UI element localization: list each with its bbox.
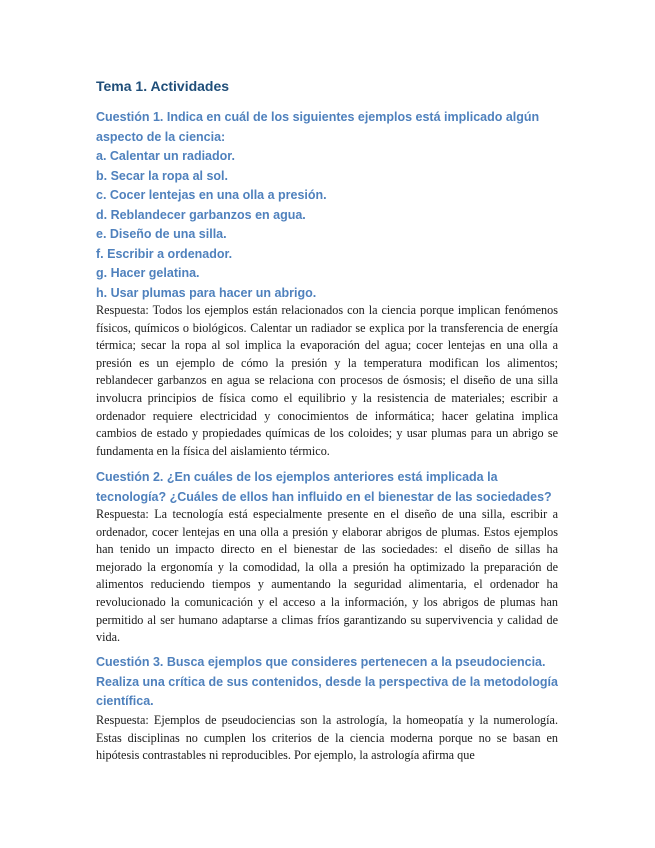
answer-3: Respuesta: Ejemplos de pseudociencias son la astrología, la homeopatía y la numerología. Estas disciplinas no cumplen los criterios de la ciencia moderna porque no se basan en hipótesis contrastables ni reproducibles. Por ejemplo, la astrología afirma que <box>96 713 558 763</box>
list-item: c. Cocer lentejas en una olla a presión. <box>96 188 327 202</box>
list-item: e. Diseño de una silla. <box>96 227 227 241</box>
list-item: a. Calentar un radiador. <box>96 149 235 163</box>
answer-1: Respuesta: Todos los ejemplos están relacionados con la ciencia porque implican fenómenos físicos, químicos o biológicos. Calentar un radiador se explica por la transferencia de energía térmica; secar la ropa al sol implica la evaporación del agua; cocer lentejas en una olla a presión es un ejemplo de cómo la presión y la temperatura modifican los alimentos; reblandecer garbanzos en agua se relaciona con procesos de ósmosis; el diseño de una silla involucra principios de física como el equilibrio y la resistencia de materiales; escribir a ordenador requiere electricidad y conocimientos de informática; hacer gelatina implica cambios de estado y propiedades químicas de los coloides; y usar plumas para un abrigo se fundamenta en la física del aislamiento térmico. <box>96 303 558 458</box>
list-item: b. Secar la ropa al sol. <box>96 168 229 183</box>
question-1-items <box>96 147 566 303</box>
list-item: g. Hacer gelatina. <box>96 266 200 280</box>
list-item: d. Reblandecer garbanzos en agua. <box>96 207 306 222</box>
question-2: Cuestión 2. ¿En cuáles de los ejemplos anteriores está implicada la tecnología? ¿Cuáles de ellos han influido en el bienestar de las sociedades? <box>96 470 552 504</box>
question-1: Cuestión 1. Indica en cuál de los siguientes ejemplos está implicado algún aspecto de la ciencia: <box>96 110 540 144</box>
list-item: h. Usar plumas para hacer un abrigo. <box>96 285 317 300</box>
page-title: Tema 1. Actividades <box>96 78 230 94</box>
question-3: Cuestión 3. Busca ejemplos que consideres pertenecen a la pseudociencia. Realiza una crítica de sus contenidos, desde la perspectiva de la metodología científica. <box>96 655 558 708</box>
list-item: f. Escribir a ordenador. <box>96 246 233 261</box>
answer-2: Respuesta: La tecnología está especialmente presente en el diseño de una silla, escribir a ordenador, cocer lentejas en una olla a presión y elaborar abrigos de plumas. Estos ejemplos han tenido un impacto directo en el bienestar de las sociedades: el diseño de sillas ha mejorado la ergonomía y la comodidad, la olla a presión ha optimizado la preparación de alimentos reduciendo tiempos y aumentando la seguridad alimentaria, el ordenador ha revolucionado la comunicación y el acceso a la información, y los abrigos de plumas han permitido al ser humano adaptarse a climas fríos garantizando su supervivencia y calidad de vida. <box>96 507 558 645</box>
